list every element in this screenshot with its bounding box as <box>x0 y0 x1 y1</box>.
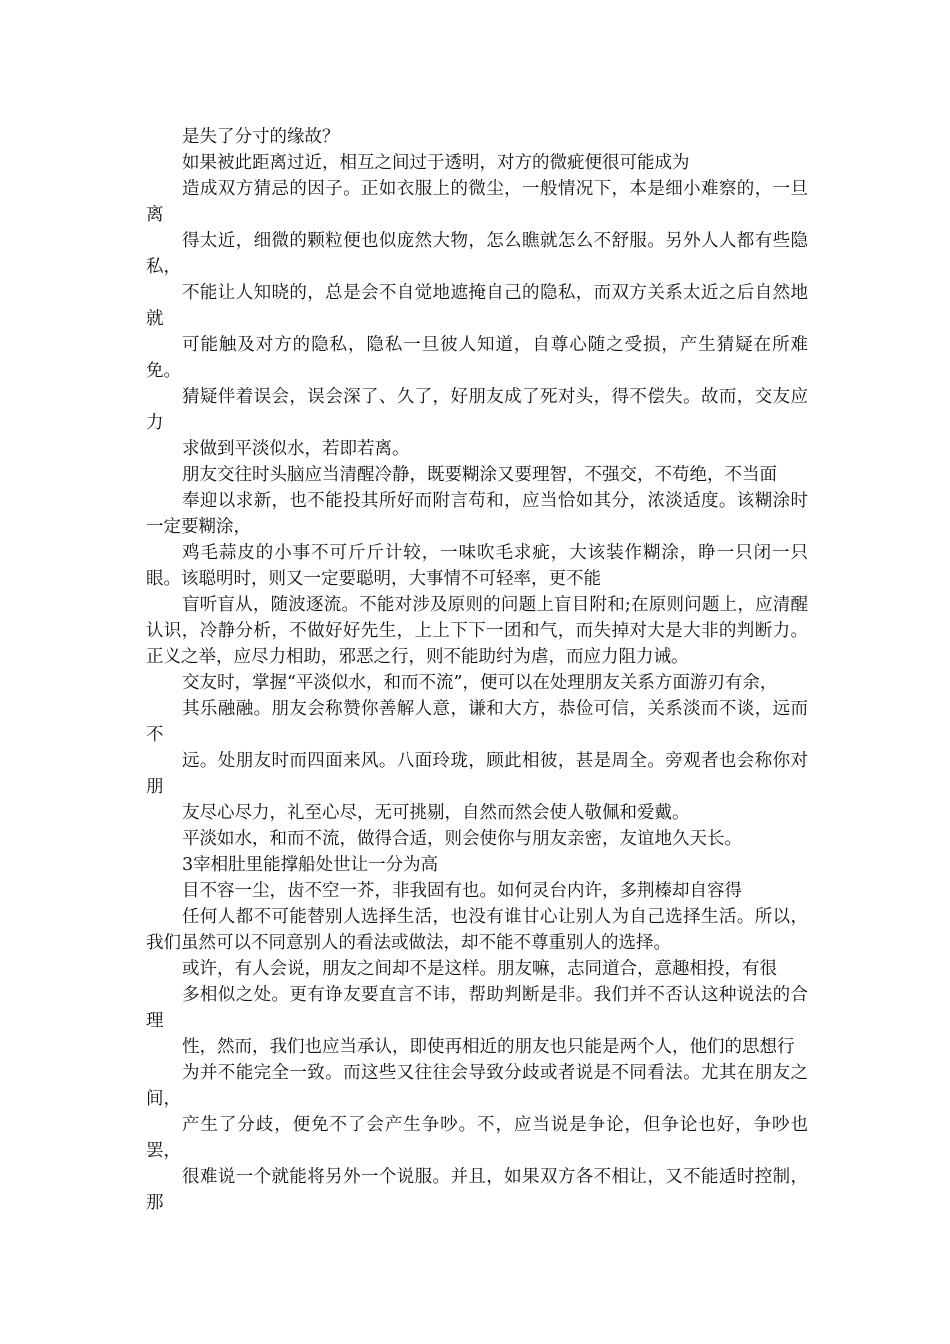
paragraph: 目不容一尘，齿不空一芥，非我固有也。如何灵台内许，多荆榛却自容得 <box>182 881 742 901</box>
paragraph: 造成双方猜忌的因子。正如衣服上的微尘，一般情况下，本是细小难察的，一旦离 <box>146 179 808 225</box>
paragraph: 3宰相肚里能撑船处世让一分为高 <box>182 855 439 875</box>
paragraph: 多相似之处。更有诤友要直言不讳，帮助判断是非。我们并不否认这种说法的合理 <box>146 985 808 1031</box>
paragraph: 或许，有人会说，朋友之间却不是这样。朋友嘛，志同道合，意趣相投，有很 <box>182 959 777 979</box>
paragraph: 性，然而，我们也应当承认，即使再相近的朋友也只能是两个人，他们的思想行 <box>182 1037 795 1057</box>
paragraph: 盲听盲从，随波逐流。不能对涉及原则的问题上盲目附和;在原则问题上，应清醒认识，冷静分析，不做好好先生，上上下下一团和气，而失掉对大是大非的判断力。正义之举，应尽力相助，邪恶之行，则不能助纣为虐，而应力阻力诫。 <box>146 595 808 667</box>
paragraph: 奉迎以求新，也不能投其所好而附言苟和，应当恰如其分，浓淡适度。该糊涂时一定要糊涂， <box>146 491 808 537</box>
paragraph: 猜疑伴着误会，误会深了、久了，好朋友成了死对头，得不偿失。故而，交友应力 <box>146 387 808 433</box>
paragraph: 平淡如水，和而不流，做得合适，则会使你与朋友亲密，友谊地久天长。 <box>182 829 742 849</box>
paragraph: 是失了分寸的缘故？ <box>182 127 340 147</box>
paragraph: 产生了分歧，便免不了会产生争吵。不，应当说是争论，但争论也好，争吵也罢， <box>146 1115 808 1161</box>
paragraph: 远。处朋友时而四面来风。八面玲珑，顾此相彼，甚是周全。旁观者也会称你对朋 <box>146 751 808 797</box>
paragraph: 不能让人知晓的，总是会不自觉地遮掩自己的隐私，而双方关系太近之后自然地就 <box>146 283 808 329</box>
document-body <box>146 124 808 1216</box>
paragraph: 交友时，掌握“平淡似水，和而不流”，便可以在处理朋友关系方面游刃有余， <box>182 673 778 693</box>
paragraph: 其乐融融。朋友会称赞你善解人意，谦和大方，恭俭可信，关系淡而不谈，远而不 <box>146 699 808 745</box>
paragraph: 求做到平淡似水，若即若离。 <box>182 439 410 459</box>
paragraph: 为并不能完全一致。而这些又往往会导致分歧或者说是不同看法。尤其在朋友之间， <box>146 1063 808 1109</box>
paragraph: 可能触及对方的隐私，隐私一旦彼人知道，自尊心随之受损，产生猜疑在所难免。 <box>146 335 808 381</box>
paragraph: 很难说一个就能将另外一个说服。并且，如果双方各不相让，又不能适时控制，那 <box>146 1167 808 1213</box>
paragraph: 鸡毛蒜皮的小事不可斤斤计较，一味吹毛求疵，大该装作糊涂，睁一只闭一只眼。该聪明时，则又一定要聪明，大事情不可轻率，更不能 <box>146 543 808 589</box>
paragraph: 得太近，细微的颗粒便也似庞然大物，怎么瞧就怎么不舒服。另外人人都有些隐私， <box>146 231 808 277</box>
paragraph: 任何人都不可能替别人选择生活，也没有谁甘心让别人为自己选择生活。所以，我们虽然可以不同意别人的看法或做法，却不能不尊重别人的选择。 <box>146 907 808 953</box>
paragraph: 友尽心尽力，礼至心尽，无可挑剔，自然而然会使人敬佩和爱戴。 <box>182 803 690 823</box>
paragraph: 如果被此距离过近，相互之间过于透明，对方的微疵便很可能成为 <box>182 153 690 173</box>
paragraph: 朋友交往时头脑应当清醒冷静，既要糊涂又要理智，不强交，不苟绝，不当面 <box>182 465 777 485</box>
